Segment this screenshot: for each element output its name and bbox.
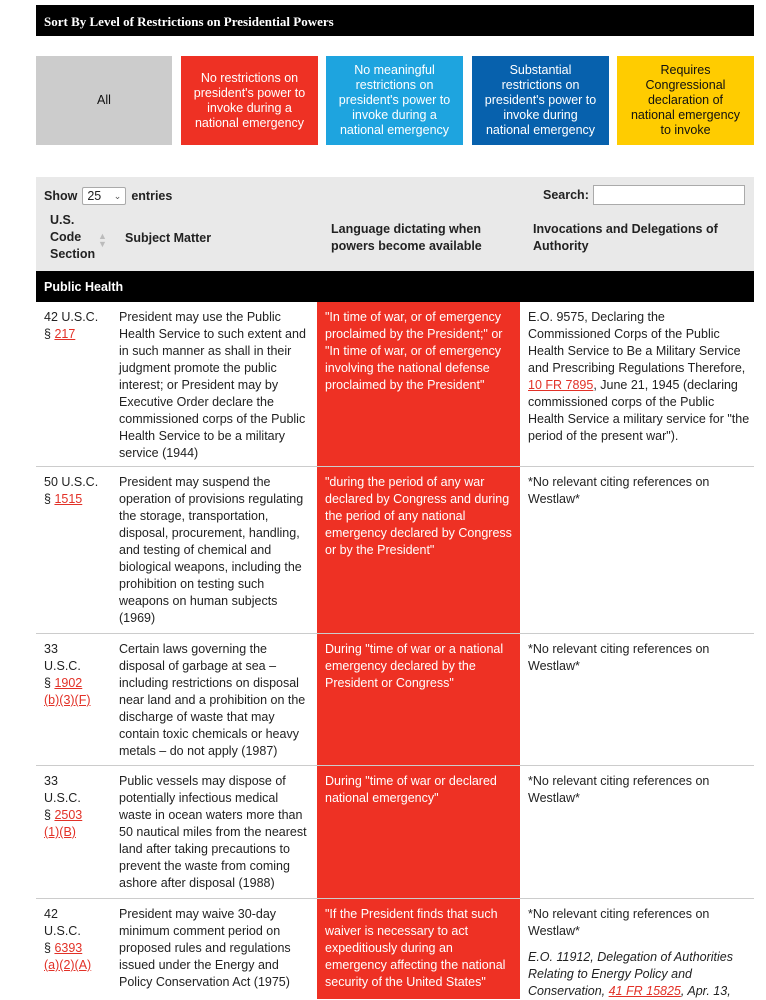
filter-label: No meaningful restrictions on president's power to invoke during a national emergency bbox=[338, 63, 451, 137]
federal-register-link[interactable]: 10 FR 7895 bbox=[528, 378, 594, 392]
filter-all-button[interactable] bbox=[36, 56, 172, 145]
language-cell: "If the President finds that such waiver is necessary to act expeditiously during an emergency affecting the national security of the United States" bbox=[325, 907, 506, 989]
language-cell: "In time of war, or of emergency proclaimed by the President;" or "In time of war, or of emergency involving the national defense proclaimed by the President" bbox=[325, 310, 503, 392]
filter-no-meaningful-restrictions-button[interactable] bbox=[326, 56, 463, 145]
code-section-link[interactable]: 1515 bbox=[54, 492, 83, 506]
language-cell: During "time of war or declared national emergency" bbox=[325, 774, 497, 805]
delegation-paragraph bbox=[528, 949, 750, 1000]
page-title: Sort By Level of Restrictions on Presidential Powers bbox=[36, 5, 754, 36]
filter-label: Substantial restrictions on president's power to invoke during national emergency bbox=[484, 63, 597, 137]
code-section-link[interactable]: 2503 (1)(B) bbox=[44, 808, 83, 839]
invocations-cell bbox=[528, 906, 750, 1000]
chevron-down-icon: ⌄ bbox=[113, 191, 122, 201]
filter-no-restrictions-button[interactable] bbox=[181, 56, 318, 145]
filter-requires-congress-button[interactable] bbox=[617, 56, 754, 145]
column-header-subject[interactable]: Subject Matter bbox=[125, 231, 212, 245]
subject-cell: President may suspend the operation of provisions regulating the storage, transportation, disposal, procurement, handling, and testing of chemical and biological weapons, including the prohibition on testing such weapons on human subjects (1969) bbox=[119, 475, 304, 625]
search-control bbox=[543, 185, 745, 205]
code-section-link[interactable]: 6393 (a)(2)(A) bbox=[44, 941, 92, 972]
section-heading: Public Health bbox=[36, 271, 754, 302]
entries-label: entries bbox=[131, 189, 173, 203]
show-label: Show bbox=[44, 189, 78, 203]
invocation-text: , Apr. 13, bbox=[680, 984, 731, 998]
code-prefix: 33 U.S.C. bbox=[44, 774, 81, 805]
table-row bbox=[36, 467, 754, 634]
invocations-cell bbox=[528, 641, 750, 675]
code-section-link[interactable]: 1902 (b)(3)(F) bbox=[44, 676, 91, 707]
invocation-text: *No relevant citing references on Westlaw* bbox=[528, 475, 710, 506]
filter-substantial-restrictions-button[interactable] bbox=[472, 56, 609, 145]
code-prefix: 42 U.S.C. bbox=[44, 907, 81, 938]
table-row bbox=[36, 302, 754, 467]
restriction-filter-bar bbox=[36, 56, 754, 145]
code-prefix: 42 U.S.C. bbox=[44, 310, 99, 324]
filter-label: No restrictions on president's power to invoke during a national emergency bbox=[193, 70, 306, 130]
invocations-cell bbox=[528, 773, 750, 807]
subject-cell: Public vessels may dispose of potentially infectious medical waste in ocean waters more than 50 nautical miles from the nearest land after taking precautions to prevent the waste from coming ashore after disposal (1988) bbox=[119, 774, 307, 890]
entries-select[interactable] bbox=[82, 187, 126, 205]
invocations-cell bbox=[528, 474, 750, 508]
code-section-cell: 33 U.S.C. § 1902 (b)(3)(F) bbox=[44, 642, 91, 707]
filter-label: Requires Congressional declaration of national emergency to invoke bbox=[630, 63, 741, 137]
language-cell: During "time of war or a national emergency declared by the President or Congress" bbox=[325, 642, 504, 690]
table-row bbox=[36, 634, 754, 766]
invocation-text: *No relevant citing references on Westlaw* bbox=[528, 774, 710, 805]
code-prefix: 33 U.S.C. bbox=[44, 642, 81, 673]
search-label: Search: bbox=[543, 188, 589, 202]
subject-cell: Certain laws governing the disposal of garbage at sea – including restrictions on disposal near land and a prohibition on the discharge of waste that may contain toxic chemicals or heavy metals – do not apply (1987) bbox=[119, 642, 306, 758]
code-section-cell: 42 U.S.C. § 6393 (a)(2)(A) bbox=[44, 907, 92, 972]
code-section-link[interactable]: 217 bbox=[54, 327, 76, 341]
invocation-text: E.O. 9575, Declaring the Commissioned Corps of the Public Health Service to Be a Military Service and Prescribing Regulations Therefore, bbox=[528, 310, 746, 375]
code-section-cell: 42 U.S.C. § 217 bbox=[44, 310, 99, 341]
table-header-controls bbox=[36, 177, 754, 271]
code-section-cell: 50 U.S.C. § 1515 bbox=[44, 475, 99, 506]
search-input[interactable] bbox=[593, 185, 745, 205]
invocation-text: E.O. 11912, Delegation of Authorities Relating to Energy Policy and Conservation, bbox=[528, 950, 733, 998]
invocations-cell bbox=[528, 309, 750, 445]
column-header-language[interactable]: Language dictating when powers become available bbox=[331, 222, 482, 253]
federal-register-link[interactable]: 41 FR 15825 bbox=[608, 984, 681, 998]
code-prefix: 50 U.S.C. bbox=[44, 475, 99, 489]
invocation-text: *No relevant citing references on Westlaw* bbox=[528, 907, 710, 938]
table-row bbox=[36, 899, 754, 999]
entries-length-control bbox=[44, 187, 172, 205]
filter-label: All bbox=[97, 93, 111, 107]
subject-cell: President may use the Public Health Service to such extent and in such manner as shall in their judgment promote the public interest; or President may by Executive Order declare the commissioned corps of the Public Health Service to be a military service (1944) bbox=[119, 310, 306, 460]
language-cell: "during the period of any war declared by Congress and during the period of any national emergency declared by Congress or by the President" bbox=[325, 475, 512, 557]
table-row bbox=[36, 766, 754, 899]
column-header-invocations[interactable]: Invocations and Delegations of Authority bbox=[533, 222, 718, 253]
entries-select-value: 25 bbox=[87, 189, 102, 203]
code-section-cell: 33 U.S.C. § 2503 (1)(B) bbox=[44, 774, 83, 839]
invocation-text: , June 21, 1945 (declaring commissioned corps of the Public Health Service a military service for "the period of the present war"). bbox=[528, 378, 750, 443]
sort-icon[interactable]: ▲ ▼ bbox=[98, 231, 107, 249]
subject-cell: President may waive 30-day minimum comment period on proposed rules and regulations issued under the Energy and Policy Conservation Act (1975) bbox=[119, 907, 291, 989]
invocation-text: *No relevant citing references on Westlaw* bbox=[528, 642, 710, 673]
column-header-code-section[interactable]: U.S. Code Section bbox=[50, 213, 96, 261]
